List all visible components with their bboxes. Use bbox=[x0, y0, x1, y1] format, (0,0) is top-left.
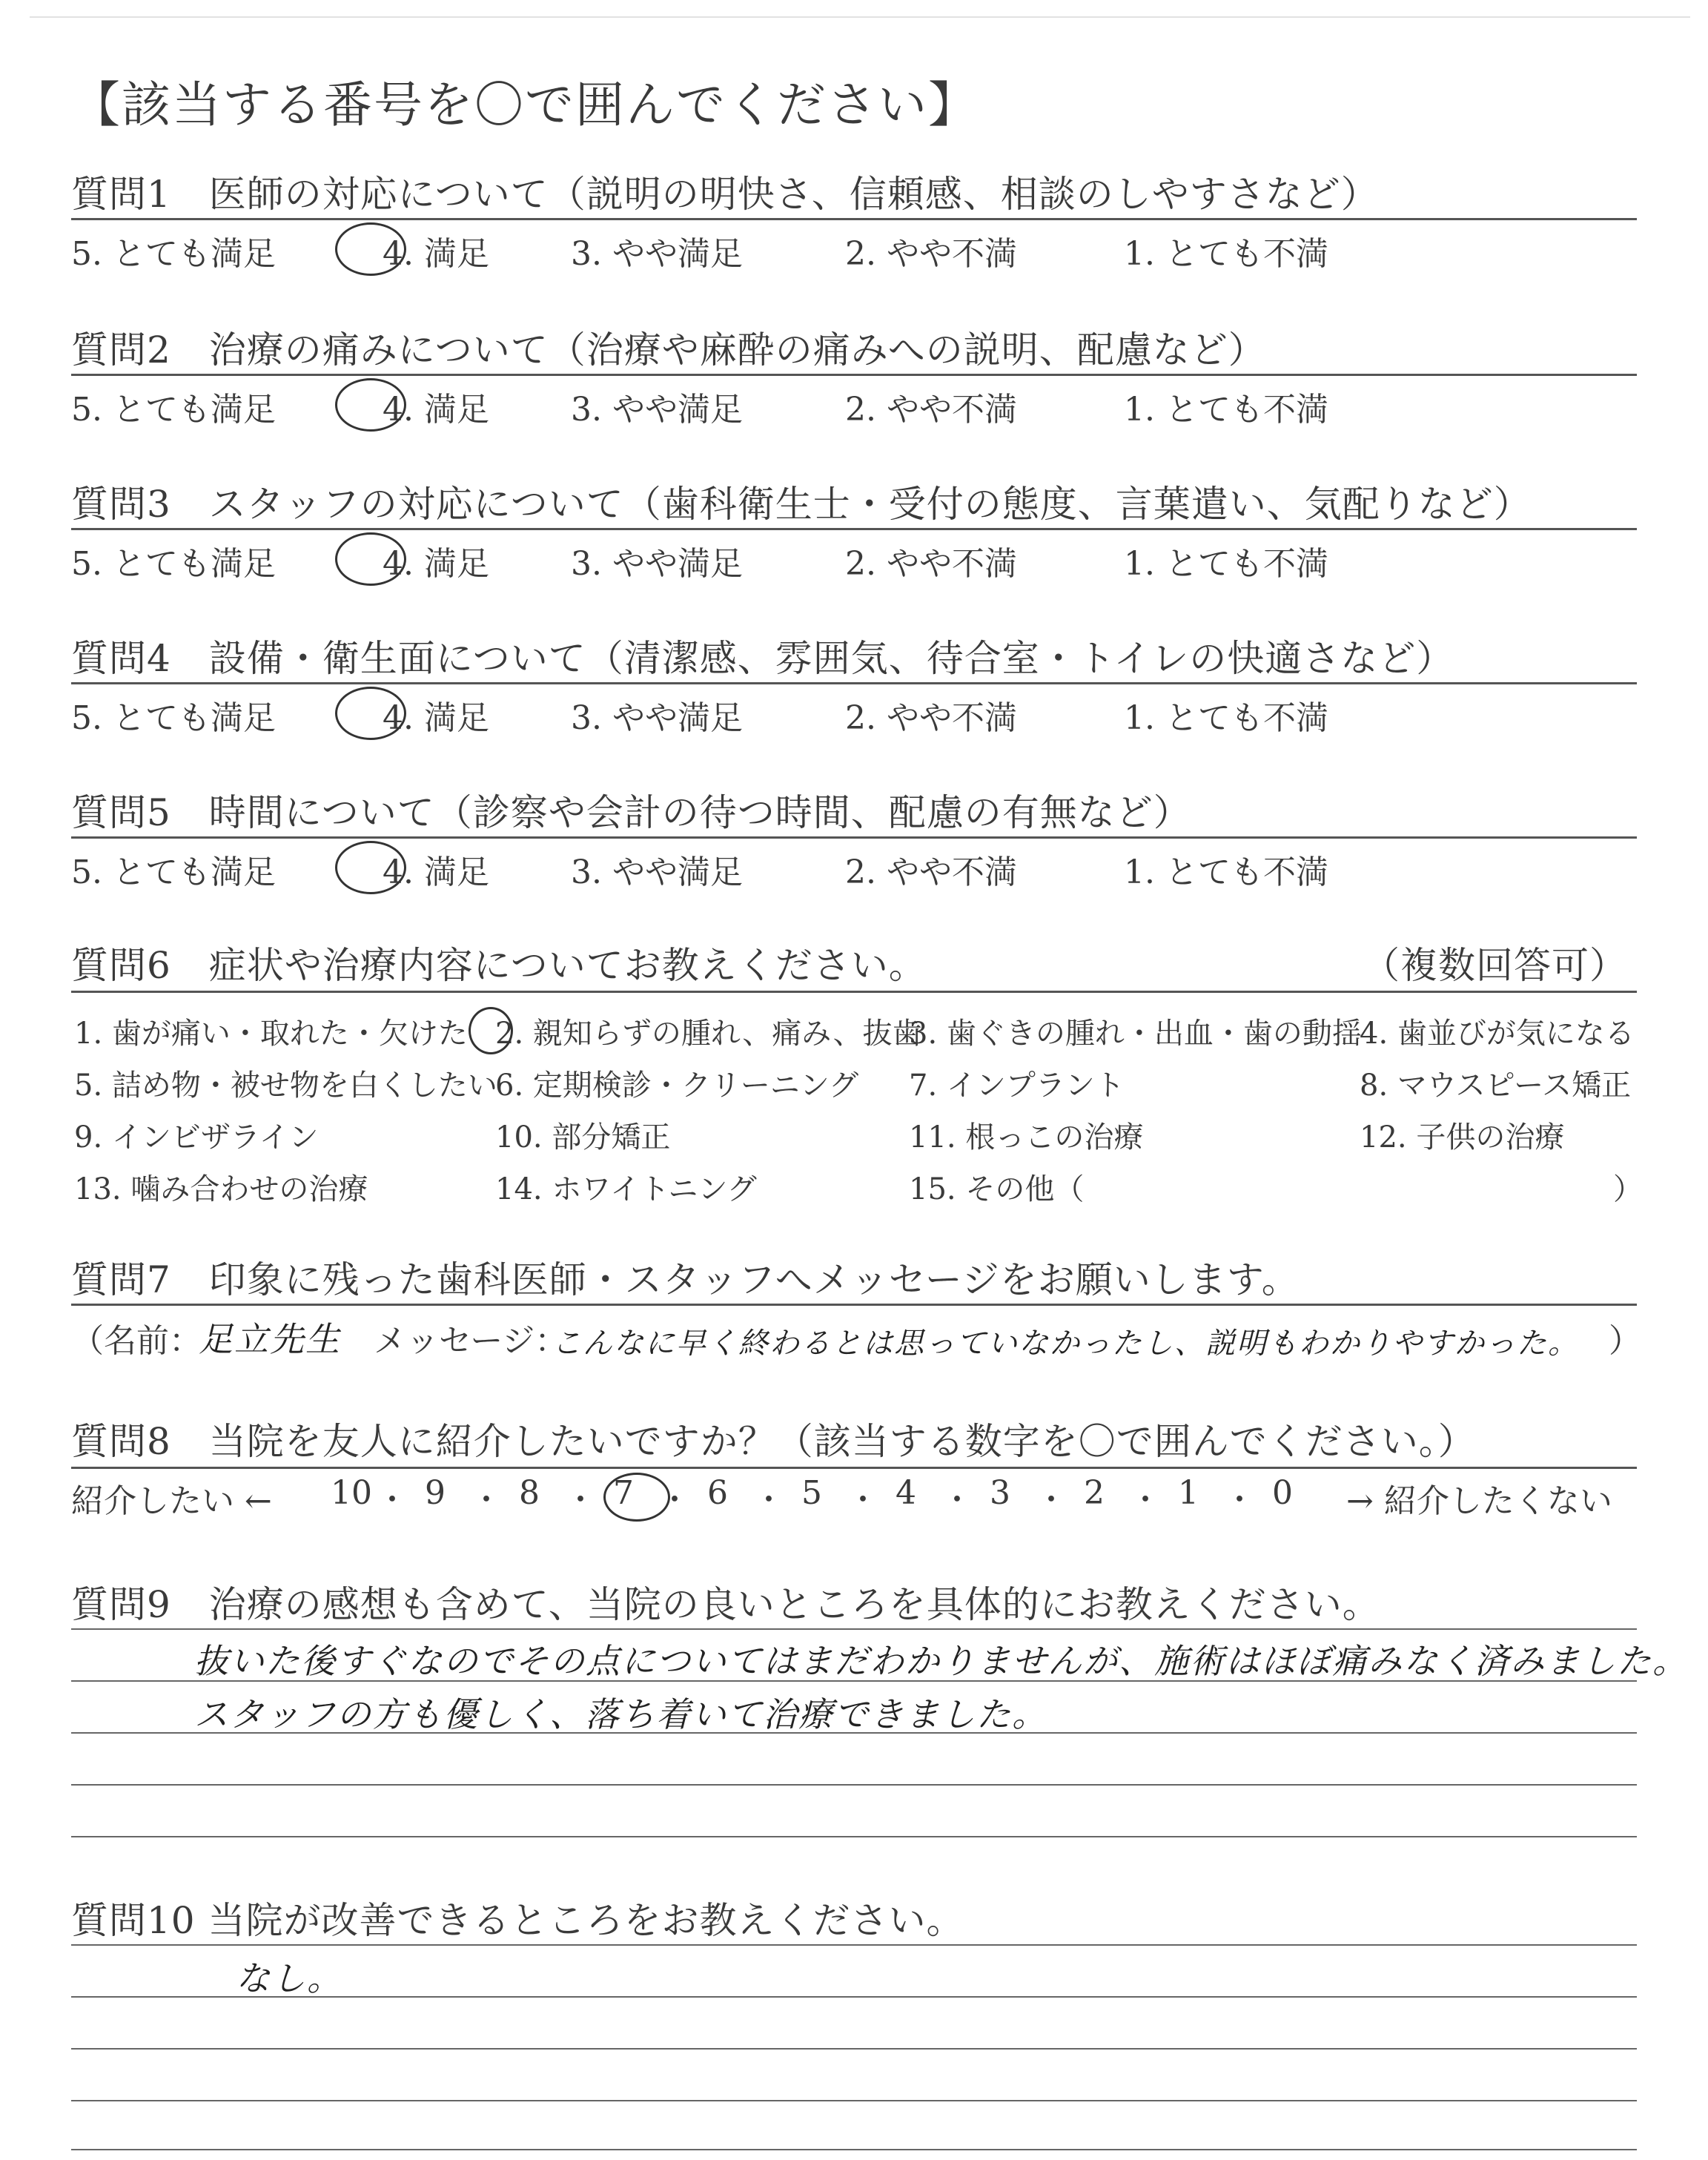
q3-option[interactable]: 2. やや不満 bbox=[845, 545, 1017, 583]
q9-title: 質問9 治療の感想も含めて、当院の良いところを具体的にお教えください。 bbox=[71, 1583, 1380, 1626]
q2-option[interactable]: 1. とても不満 bbox=[1124, 391, 1328, 429]
page-top-edge bbox=[30, 16, 1690, 18]
q6-option[interactable]: 12. 子供の治療 bbox=[1360, 1120, 1565, 1155]
q8-scale-value[interactable]: 8 bbox=[519, 1474, 540, 1512]
q6-option[interactable]: 13. 噛み合わせの治療 bbox=[74, 1172, 368, 1206]
q2-option[interactable]: 3. やや満足 bbox=[571, 391, 743, 429]
q6-option[interactable]: 2. 親知らずの腫れ、痛み、抜歯 bbox=[495, 1017, 922, 1051]
q2-option[interactable]: 4. 満足 bbox=[383, 391, 489, 429]
q6-title: 質問6 症状や治療内容についてお教えください。 bbox=[71, 944, 927, 987]
q3-option[interactable]: 3. やや満足 bbox=[571, 545, 743, 583]
q8-scale-value[interactable]: 7 bbox=[613, 1474, 634, 1512]
q4-option[interactable]: 2. やや不満 bbox=[845, 699, 1017, 737]
q8-scale-separator: ・ bbox=[377, 1482, 408, 1518]
q1-option[interactable]: 3. やや満足 bbox=[571, 235, 743, 273]
q1-option[interactable]: 1. とても不満 bbox=[1124, 235, 1328, 273]
q1-rule bbox=[71, 218, 1637, 220]
q5-option[interactable]: 1. とても不満 bbox=[1124, 853, 1328, 891]
q5-option[interactable]: 2. やや不満 bbox=[845, 853, 1017, 891]
q6-other-close: ） bbox=[1613, 1172, 1643, 1206]
q4-rule bbox=[71, 682, 1637, 684]
q9-line-1 bbox=[71, 1628, 1637, 1630]
q7-name-label: （名前： bbox=[71, 1322, 202, 1360]
q9-answer-line-1: 抜いた後すぐなのでその点についてはまだわかりませんが、施術はほぼ痛みなく済みました。 bbox=[194, 1641, 1689, 1681]
q2-title: 質問2 治療の痛みについて（治療や麻酔の痛みへの説明、配慮など） bbox=[71, 328, 1266, 371]
q2-selection-circle bbox=[335, 378, 406, 432]
q5-option[interactable]: 4. 満足 bbox=[383, 853, 489, 891]
q3-option[interactable]: 5. とても満足 bbox=[71, 545, 276, 583]
q8-rule bbox=[71, 1467, 1637, 1469]
q1-option[interactable]: 5. とても満足 bbox=[71, 235, 276, 273]
q8-scale-value[interactable]: 1 bbox=[1178, 1474, 1199, 1512]
q10-line-4 bbox=[71, 2100, 1637, 2101]
q1-title: 質問1 医師の対応について（説明の明快さ、信頼感、相談のしやすさなど） bbox=[71, 173, 1379, 216]
q5-rule bbox=[71, 836, 1637, 839]
q6-option[interactable]: 10. 部分矯正 bbox=[495, 1120, 671, 1155]
q6-option[interactable]: 15. その他（ bbox=[909, 1172, 1085, 1206]
q7-message-label: メッセージ： bbox=[374, 1322, 568, 1360]
q4-option[interactable]: 3. やや満足 bbox=[571, 699, 743, 737]
q1-option[interactable]: 4. 満足 bbox=[383, 235, 489, 273]
q9-line-5 bbox=[71, 1836, 1637, 1837]
q3-title: 質問3 スタッフの対応について（歯科衛生士・受付の態度、言葉遣い、気配りなど） bbox=[71, 483, 1532, 526]
q8-scale-separator: ・ bbox=[1224, 1482, 1256, 1518]
q8-scale-value[interactable]: 4 bbox=[896, 1474, 916, 1512]
q8-right-label: → 紹介したくない bbox=[1346, 1482, 1612, 1520]
q6-option[interactable]: 4. 歯並びが気になる bbox=[1360, 1017, 1635, 1051]
q10-line-5 bbox=[71, 2149, 1637, 2150]
q8-scale-separator: ・ bbox=[471, 1482, 503, 1518]
q4-option[interactable]: 1. とても不満 bbox=[1124, 699, 1328, 737]
q2-rule bbox=[71, 374, 1637, 376]
q7-title: 質問7 印象に残った歯科医師・スタッフへメッセージをお願いします。 bbox=[71, 1258, 1300, 1301]
q1-option[interactable]: 2. やや不満 bbox=[845, 235, 1017, 273]
q8-title: 質問8 当院を友人に紹介したいですか？（該当する数字を〇で囲んでください。） bbox=[71, 1420, 1476, 1463]
q7-rule bbox=[71, 1304, 1637, 1306]
q4-option[interactable]: 4. 満足 bbox=[383, 699, 489, 737]
q8-scale-separator: ・ bbox=[659, 1482, 691, 1518]
q8-scale-separator: ・ bbox=[1130, 1482, 1162, 1518]
q6-option[interactable]: 3. 歯ぐきの腫れ・出血・歯の動揺 bbox=[909, 1017, 1362, 1051]
q6-option[interactable]: 9. インビザライン bbox=[74, 1120, 319, 1155]
q10-answer: なし。 bbox=[236, 1958, 342, 1998]
q2-option[interactable]: 2. やや不満 bbox=[845, 391, 1017, 429]
q8-scale-value[interactable]: 6 bbox=[707, 1474, 728, 1512]
q5-option[interactable]: 5. とても満足 bbox=[71, 853, 276, 891]
q8-scale-separator: ・ bbox=[941, 1482, 973, 1518]
q7-message-value: こんなに早く終わるとは思っていなかったし、説明もわかりやすかった。 bbox=[552, 1327, 1579, 1361]
q6-option[interactable]: 5. 詰め物・被せ物を白くしたい bbox=[74, 1069, 497, 1103]
q8-scale-value[interactable]: 0 bbox=[1272, 1474, 1293, 1512]
q9-answer-line-2: スタッフの方も優しく、落ち着いて治療できました。 bbox=[194, 1694, 1048, 1734]
q10-line-1 bbox=[71, 1944, 1637, 1946]
q6-rule bbox=[71, 991, 1637, 993]
q8-scale-value[interactable]: 10 bbox=[331, 1474, 372, 1512]
q5-title: 質問5 時間について（診察や会計の待つ時間、配慮の有無など） bbox=[71, 791, 1191, 834]
q8-selection-circle bbox=[603, 1473, 670, 1522]
q10-title: 質問10 当院が改善できるところをお教えください。 bbox=[71, 1899, 964, 1942]
q6-note: （複数回答可） bbox=[1363, 944, 1627, 987]
form-header: 【該当する番号を〇で囲んでください】 bbox=[71, 76, 979, 133]
q8-scale-value[interactable]: 5 bbox=[801, 1474, 822, 1512]
q3-rule bbox=[71, 528, 1637, 530]
q5-option[interactable]: 3. やや満足 bbox=[571, 853, 743, 891]
q10-line-3 bbox=[71, 2048, 1637, 2050]
q7-close: ） bbox=[1609, 1322, 1641, 1360]
q5-selection-circle bbox=[335, 841, 406, 894]
q6-selection-circle bbox=[469, 1007, 513, 1054]
q8-scale-separator: ・ bbox=[847, 1482, 879, 1518]
q3-option[interactable]: 1. とても不満 bbox=[1124, 545, 1328, 583]
q2-option[interactable]: 5. とても満足 bbox=[71, 391, 276, 429]
q3-option[interactable]: 4. 満足 bbox=[383, 545, 489, 583]
q8-scale-separator: ・ bbox=[565, 1482, 597, 1518]
q6-option[interactable]: 14. ホワイトニング bbox=[495, 1172, 757, 1206]
q4-title: 質問4 設備・衛生面について（清潔感、雰囲気、待合室・トイレの快適さなど） bbox=[71, 637, 1454, 680]
q8-scale-value[interactable]: 3 bbox=[990, 1474, 1010, 1512]
q6-option[interactable]: 6. 定期検診・クリーニング bbox=[495, 1069, 859, 1103]
q4-option[interactable]: 5. とても満足 bbox=[71, 699, 276, 737]
q8-scale-separator: ・ bbox=[753, 1482, 785, 1518]
q4-selection-circle bbox=[335, 687, 406, 740]
q8-scale-separator: ・ bbox=[1036, 1482, 1068, 1518]
q8-left-label: 紹介したい ← bbox=[71, 1482, 272, 1520]
q3-selection-circle bbox=[335, 532, 406, 586]
q8-scale-value[interactable]: 9 bbox=[425, 1474, 446, 1512]
q6-option[interactable]: 1. 歯が痛い・取れた・欠けた bbox=[74, 1017, 468, 1051]
q8-scale-value[interactable]: 2 bbox=[1084, 1474, 1105, 1512]
q1-selection-circle bbox=[335, 222, 406, 276]
q6-option[interactable]: 7. インプラント bbox=[909, 1069, 1125, 1103]
q9-line-4 bbox=[71, 1784, 1637, 1786]
q6-option[interactable]: 8. マウスピース矯正 bbox=[1360, 1069, 1632, 1103]
q6-option[interactable]: 11. 根っこの治療 bbox=[909, 1120, 1144, 1155]
q7-name-value: 足立先生 bbox=[199, 1319, 341, 1359]
